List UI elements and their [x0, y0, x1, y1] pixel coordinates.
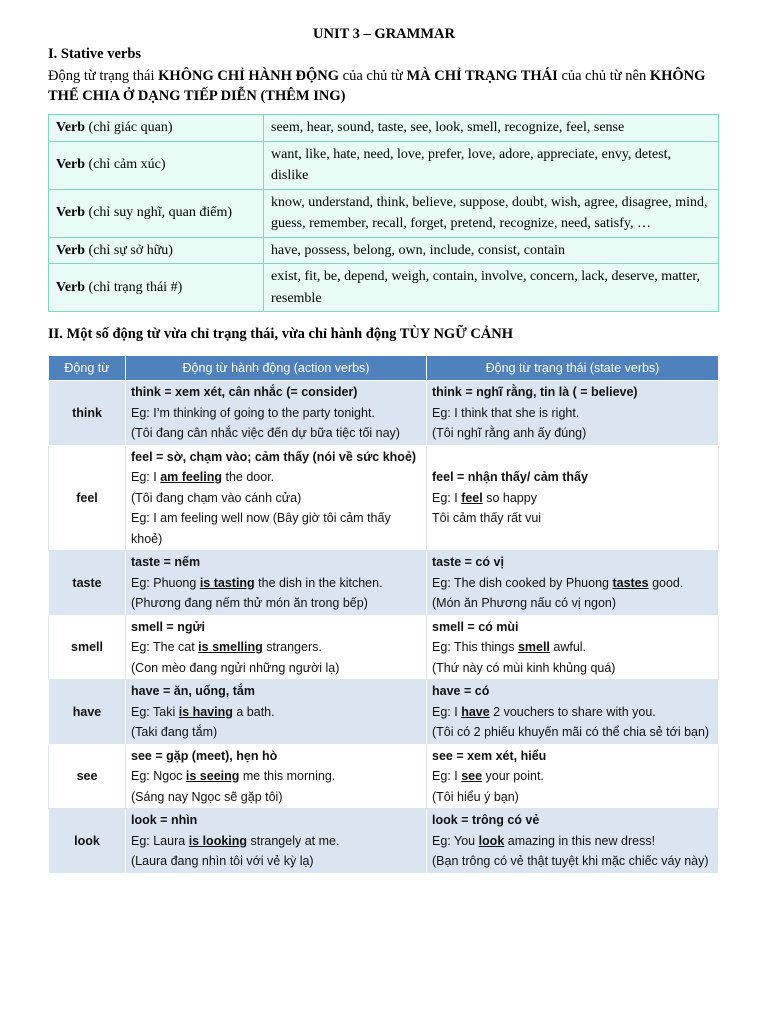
text-segment: Eg: The cat	[131, 640, 199, 654]
highlighted-verb: see	[461, 769, 483, 783]
text-segment: (Laura đang nhìn tôi với vẻ kỳ lạ)	[131, 854, 314, 868]
highlighted-verb: smell	[517, 640, 550, 654]
action-cell	[126, 445, 427, 551]
text-segment: (Thứ này có mùi kinh khủng quá)	[432, 660, 616, 675]
example-line	[131, 467, 421, 488]
example-line	[432, 403, 713, 424]
text-segment: Eg: Phuong	[131, 575, 200, 590]
text-segment: 2 vouchers to share with you.	[489, 704, 656, 719]
header-action: Động từ hành động (action verbs)	[126, 356, 427, 381]
verb-cell: think	[49, 381, 126, 446]
table-header-row	[49, 356, 719, 381]
stative-verbs-table	[48, 114, 719, 312]
example-line	[432, 702, 713, 723]
action-cell	[126, 615, 427, 680]
highlighted-verb: is tasting	[199, 575, 255, 590]
text-segment: (Con mèo đang ngửi những người lạ)	[131, 660, 340, 675]
state-cell	[427, 615, 719, 680]
meaning: see = gặp (meet), hẹn hò	[131, 748, 278, 763]
example-line	[432, 593, 713, 614]
text-segment: Eg: This things	[432, 640, 518, 654]
text-segment: (Tôi đang chạm vào cánh cửa)	[131, 490, 302, 505]
highlighted-verb: is having	[178, 704, 233, 719]
stative-verb-list: have, possess, belong, own, include, consist, contain	[264, 237, 719, 264]
category-desc: (chỉ giác quan)	[85, 120, 173, 135]
example-line	[432, 423, 713, 444]
action-cell	[126, 809, 427, 874]
category-desc: (chỉ sự sở hữu)	[85, 242, 173, 258]
meaning: have = ăn, uống, tắm	[131, 684, 255, 698]
meaning: have = có	[432, 684, 490, 698]
highlighted-verb: feel	[461, 490, 483, 505]
header-verb: Động từ	[49, 356, 126, 381]
meaning: taste = có vị	[432, 555, 504, 569]
text-segment: your point.	[482, 769, 544, 783]
meaning: look = nhìn	[131, 813, 198, 827]
page-title: UNIT 3 – GRAMMAR	[313, 26, 455, 42]
category-desc: (chỉ cảm xúc)	[85, 157, 166, 173]
highlighted-verb: is smelling	[198, 640, 263, 654]
example-line	[131, 766, 421, 787]
table-row	[49, 381, 719, 446]
meaning: smell = có mùi	[432, 619, 519, 634]
verb-cell: look	[49, 809, 126, 874]
text-segment: (Taki đang tắm)	[131, 725, 218, 739]
example-line	[131, 831, 421, 852]
highlighted-verb: have	[461, 704, 490, 719]
highlighted-verb: am feeling	[160, 470, 223, 484]
example-line	[432, 722, 713, 743]
stative-category	[49, 115, 264, 142]
text-segment: Eg: You	[432, 833, 479, 848]
text-segment: (Bạn trông có vẻ thật tuyệt khi mặc chiếc váy này)	[432, 854, 709, 868]
text-segment: (Tôi có 2 phiếu khuyến mãi có thể chia sẻ tới bạn)	[432, 725, 710, 739]
action-cell	[126, 381, 427, 446]
meaning: feel = nhận thấy/ cảm thấy	[432, 470, 588, 484]
meaning: see = xem xét, hiểu	[432, 748, 547, 763]
intro-segment: KHÔNG THỂ CHIA Ở DẠNG TIẾP DIỄN (THÊM ING)	[48, 68, 706, 104]
example-line	[432, 766, 713, 787]
text-segment: awful.	[549, 640, 587, 654]
stative-category	[49, 189, 264, 237]
stative-row	[49, 141, 719, 189]
verb-cell: smell	[49, 615, 126, 680]
text-segment: (Món ăn Phương nấu có vị ngon)	[432, 596, 617, 610]
meaning: think = xem xét, cân nhắc (= consider)	[131, 385, 358, 399]
example-line	[131, 851, 421, 872]
table-row	[49, 809, 719, 874]
meaning: taste = nếm	[131, 555, 201, 569]
text-segment: good.	[648, 575, 684, 590]
meaning: feel = sờ, chạm vào; cảm thấy (nói về sức khoẻ)	[131, 449, 417, 464]
example-line	[131, 658, 421, 679]
example-line	[131, 508, 421, 549]
intro-segment: KHÔNG CHỈ HÀNH ĐỘNG	[158, 68, 340, 84]
stative-category	[49, 264, 264, 312]
stative-verb-list: want, like, hate, need, love, prefer, love, adore, appreciate, envy, detest, dislike	[264, 141, 719, 189]
section-2-heading: II. Một số động từ vừa chỉ trạng thái, vừa chỉ hành động TÙY NGỮ CẢNH	[48, 326, 514, 342]
section-1-heading: I. Stative verbs	[48, 46, 142, 62]
state-cell	[427, 445, 719, 551]
text-segment: strangely at me.	[247, 833, 340, 848]
stative-verb-list: know, understand, think, believe, suppose, doubt, wish, agree, disagree, mind, guess, remember, recall, forget, pretend, recognize, need, satisfy, …	[264, 189, 719, 237]
highlighted-verb: look	[478, 833, 505, 848]
verb-cell: see	[49, 744, 126, 809]
example-line	[131, 593, 421, 614]
example-line	[131, 722, 421, 743]
action-cell	[126, 744, 427, 809]
text-segment: (Tôi đang cân nhắc việc đến dự bữa tiệc tối nay)	[131, 426, 400, 440]
text-segment: Tôi cảm thấy rất vui	[432, 511, 542, 525]
text-segment: Eg: I	[432, 704, 462, 719]
action-cell	[126, 680, 427, 745]
verb-cell: have	[49, 680, 126, 745]
text-segment: (Phương đang nếm thử món ăn trong bếp)	[131, 596, 368, 610]
text-segment: Eg: I think that she is right.	[432, 405, 580, 420]
text-segment: Eg: The dish cooked by Phuong	[432, 575, 613, 590]
example-line	[432, 787, 713, 808]
intro-segment: của chủ từ nên	[557, 68, 650, 84]
stative-row	[49, 115, 719, 142]
state-cell	[427, 680, 719, 745]
intro-segment: của chủ từ	[339, 68, 407, 84]
example-line	[432, 573, 713, 594]
stative-category	[49, 141, 264, 189]
state-cell	[427, 809, 719, 874]
header-state: Động từ trạng thái (state verbs)	[427, 356, 719, 381]
section-1-intro	[48, 66, 728, 106]
meaning: look = trông có vẻ	[432, 813, 540, 827]
text-segment: the dish in the kitchen.	[254, 575, 383, 590]
text-segment: Eg: Laura	[131, 833, 189, 848]
category-label: Verb	[56, 279, 86, 295]
text-segment: (Tôi nghĩ rằng anh ấy đúng)	[432, 426, 587, 440]
text-segment: (Sáng nay Ngọc sẽ gặp tôi)	[131, 789, 283, 804]
example-line	[131, 787, 421, 808]
example-line	[131, 488, 421, 509]
table-row	[49, 615, 719, 680]
dual-verbs-table	[48, 355, 719, 874]
text-segment: Eg: I	[131, 470, 161, 484]
example-line	[131, 637, 421, 658]
table-row	[49, 680, 719, 745]
stative-row	[49, 264, 719, 312]
table-row	[49, 445, 719, 551]
highlighted-verb: is looking	[188, 833, 248, 848]
example-line	[131, 403, 421, 424]
example-line	[131, 702, 421, 723]
stative-row	[49, 237, 719, 264]
state-cell	[427, 381, 719, 446]
stative-category	[49, 237, 264, 264]
example-line	[131, 423, 421, 444]
example-line	[432, 658, 713, 679]
intro-segment: MÀ CHỈ TRẠNG THÁI	[406, 68, 558, 84]
text-segment: Eg: I’m thinking of going to the party tonight.	[131, 405, 375, 420]
action-cell	[126, 551, 427, 616]
verb-cell: taste	[49, 551, 126, 616]
state-cell	[427, 551, 719, 616]
category-desc: (chỉ suy nghĩ, quan điểm)	[85, 205, 233, 221]
example-line	[131, 573, 421, 594]
stative-verb-list: seem, hear, sound, taste, see, look, smell, recognize, feel, sense	[264, 115, 719, 142]
verb-cell: feel	[49, 445, 126, 551]
category-desc: (chỉ trạng thái #)	[85, 279, 183, 295]
meaning: think = nghĩ rằng, tin là ( = believe)	[432, 385, 638, 399]
text-segment: so happy	[482, 490, 537, 505]
meaning: smell = ngửi	[131, 619, 206, 634]
example-line	[432, 831, 713, 852]
text-segment: a bath.	[232, 704, 275, 719]
category-label: Verb	[56, 205, 86, 221]
stative-verb-list: exist, fit, be, depend, weigh, contain, involve, concern, lack, deserve, matter, resemble	[264, 264, 719, 312]
text-segment: Eg: I	[432, 490, 462, 505]
table-row	[49, 551, 719, 616]
example-line	[432, 488, 713, 509]
table-row	[49, 744, 719, 809]
highlighted-verb: tastes	[612, 575, 649, 590]
example-line	[432, 508, 713, 529]
category-label: Verb	[56, 242, 86, 258]
category-label: Verb	[56, 120, 86, 135]
example-line	[432, 637, 713, 658]
text-segment: strangers.	[262, 640, 322, 654]
stative-row	[49, 189, 719, 237]
example-line	[432, 851, 713, 872]
text-segment: me this morning.	[239, 769, 336, 783]
intro-segment: Động từ trạng thái	[48, 68, 159, 84]
text-segment: Eg: I am feeling well now (Bây giờ tôi cảm thấy khoẻ)	[131, 511, 391, 546]
highlighted-verb: is seeing	[185, 769, 240, 783]
text-segment: Eg: Ngoc	[131, 769, 186, 783]
text-segment: amazing in this new dress!	[504, 833, 656, 848]
text-segment: (Tôi hiểu ý bạn)	[432, 789, 519, 804]
category-label: Verb	[56, 157, 86, 173]
state-cell	[427, 744, 719, 809]
text-segment: the door.	[222, 470, 275, 484]
text-segment: Eg: I	[432, 769, 462, 783]
text-segment: Eg: Taki	[131, 704, 179, 719]
